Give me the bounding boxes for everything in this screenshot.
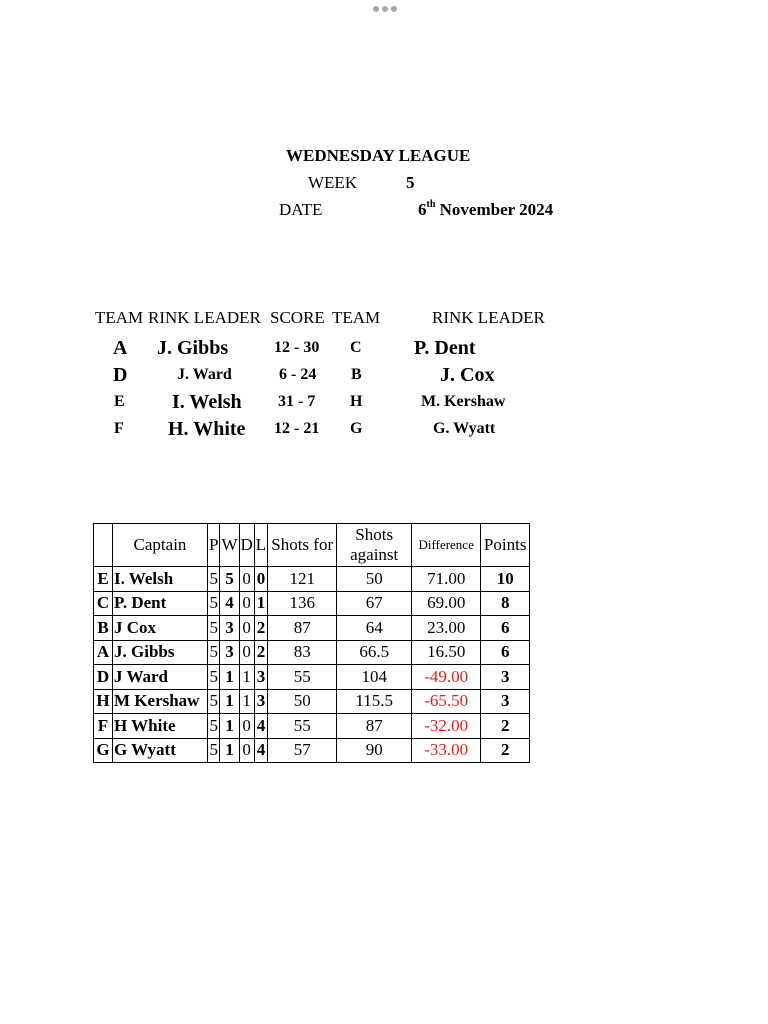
col-header-captain: Captain — [113, 524, 208, 567]
cell-team: E — [94, 567, 113, 592]
cell-shots-against: 50 — [337, 567, 412, 592]
dot — [382, 6, 388, 12]
cell-difference: -65.50 — [412, 689, 481, 714]
results-header-score: SCORE — [270, 308, 325, 327]
cell-won: 1 — [220, 665, 239, 690]
cell-team: C — [94, 591, 113, 616]
cell-drawn: 0 — [239, 567, 254, 592]
col-header-team — [94, 524, 113, 567]
cell-captain: H White — [113, 714, 208, 739]
col-header-drawn: D — [239, 524, 254, 567]
cell-difference: -49.00 — [412, 665, 481, 690]
col-header-shots-against: Shots against — [337, 524, 412, 567]
result-leader-2: P. Dent — [414, 337, 476, 359]
cell-lost: 4 — [254, 738, 267, 763]
cell-difference: 16.50 — [412, 640, 481, 665]
result-score: 12 - 21 — [274, 420, 320, 437]
cell-lost: 2 — [254, 640, 267, 665]
table-row — [94, 616, 530, 641]
result-team: A — [113, 337, 128, 359]
cell-shots-against: 66.5 — [337, 640, 412, 665]
cell-played: 5 — [208, 640, 220, 665]
col-header-played: P — [208, 524, 220, 567]
result-team-2: B — [351, 366, 362, 383]
col-header-won: W — [220, 524, 239, 567]
table-row — [94, 738, 530, 763]
cell-lost: 2 — [254, 616, 267, 641]
cell-drawn: 1 — [239, 665, 254, 690]
date-label: DATE — [279, 200, 323, 219]
cell-team: H — [94, 689, 113, 714]
result-leader-2: J. Cox — [440, 364, 495, 386]
cell-played: 5 — [208, 738, 220, 763]
cell-won: 5 — [220, 567, 239, 592]
cell-lost: 3 — [254, 689, 267, 714]
cell-lost: 3 — [254, 665, 267, 690]
cell-team: G — [94, 738, 113, 763]
cell-shots-against: 104 — [337, 665, 412, 690]
cell-team: B — [94, 616, 113, 641]
cell-shots-for: 50 — [268, 689, 337, 714]
cell-shots-against: 67 — [337, 591, 412, 616]
date-suffix: th — [426, 199, 436, 211]
cell-points: 6 — [481, 640, 530, 665]
cell-shots-against: 64 — [337, 616, 412, 641]
cell-won: 1 — [220, 714, 239, 739]
result-leader: H. White — [168, 418, 246, 440]
cell-played: 5 — [208, 567, 220, 592]
cell-shots-for: 55 — [268, 714, 337, 739]
cell-difference: -33.00 — [412, 738, 481, 763]
results-header-rink-leader-2: RINK LEADER — [432, 308, 545, 327]
result-team: F — [114, 420, 124, 437]
cell-played: 5 — [208, 616, 220, 641]
more-options-icon[interactable] — [373, 4, 397, 14]
cell-difference: 71.00 — [412, 567, 481, 592]
result-team: E — [114, 393, 125, 410]
cell-shots-for: 87 — [268, 616, 337, 641]
cell-points: 8 — [481, 591, 530, 616]
date-month-year: November 2024 — [435, 200, 554, 219]
cell-drawn: 0 — [239, 714, 254, 739]
week-value: 5 — [406, 173, 415, 192]
cell-shots-for: 121 — [268, 567, 337, 592]
cell-team: F — [94, 714, 113, 739]
cell-shots-against: 90 — [337, 738, 412, 763]
league-table — [93, 523, 530, 763]
result-leader: I. Welsh — [172, 391, 242, 413]
league-table-header-row — [94, 524, 530, 567]
table-row — [94, 665, 530, 690]
cell-captain: J Cox — [113, 616, 208, 641]
cell-shots-against: 115.5 — [337, 689, 412, 714]
result-score: 31 - 7 — [278, 393, 316, 410]
cell-captain: M Kershaw — [113, 689, 208, 714]
col-header-lost: L — [254, 524, 267, 567]
result-leader: J. Gibbs — [157, 337, 229, 359]
cell-points: 6 — [481, 616, 530, 641]
cell-team: D — [94, 665, 113, 690]
week-label: WEEK — [308, 173, 358, 192]
dot — [373, 6, 379, 12]
result-score: 6 - 24 — [279, 366, 317, 383]
cell-points: 3 — [481, 689, 530, 714]
cell-played: 5 — [208, 689, 220, 714]
cell-captain: J. Gibbs — [113, 640, 208, 665]
cell-drawn: 0 — [239, 640, 254, 665]
cell-difference: -32.00 — [412, 714, 481, 739]
result-leader-2: M. Kershaw — [421, 393, 506, 410]
cell-team: A — [94, 640, 113, 665]
cell-captain: J Ward — [113, 665, 208, 690]
cell-shots-against: 87 — [337, 714, 412, 739]
cell-points: 2 — [481, 714, 530, 739]
cell-drawn: 0 — [239, 616, 254, 641]
cell-won: 1 — [220, 738, 239, 763]
col-header-points: Points — [481, 524, 530, 567]
table-row — [94, 714, 530, 739]
result-team-2: G — [350, 420, 363, 437]
result-team-2: H — [350, 393, 363, 410]
cell-shots-for: 136 — [268, 591, 337, 616]
cell-lost: 0 — [254, 567, 267, 592]
cell-won: 4 — [220, 591, 239, 616]
results-header-team: TEAM — [95, 308, 144, 327]
cell-drawn: 0 — [239, 738, 254, 763]
result-score: 12 - 30 — [274, 339, 320, 356]
results-header-team-2: TEAM — [332, 308, 381, 327]
table-row — [94, 689, 530, 714]
cell-captain: I. Welsh — [113, 567, 208, 592]
cell-captain: G Wyatt — [113, 738, 208, 763]
result-leader-2: G. Wyatt — [433, 420, 496, 437]
cell-points: 10 — [481, 567, 530, 592]
dot — [391, 6, 397, 12]
col-header-difference: Difference — [412, 524, 481, 567]
table-row — [94, 567, 530, 592]
result-team: D — [113, 364, 128, 386]
page-title: WEDNESDAY LEAGUE — [286, 146, 471, 165]
cell-drawn: 1 — [239, 689, 254, 714]
cell-won: 1 — [220, 689, 239, 714]
cell-captain: P. Dent — [113, 591, 208, 616]
date-day: 6 — [418, 200, 427, 219]
cell-won: 3 — [220, 616, 239, 641]
result-team-2: C — [350, 339, 362, 356]
cell-played: 5 — [208, 591, 220, 616]
cell-difference: 23.00 — [412, 616, 481, 641]
cell-lost: 1 — [254, 591, 267, 616]
table-row — [94, 591, 530, 616]
cell-won: 3 — [220, 640, 239, 665]
col-header-shots-for: Shots for — [268, 524, 337, 567]
cell-played: 5 — [208, 665, 220, 690]
cell-difference: 69.00 — [412, 591, 481, 616]
cell-drawn: 0 — [239, 591, 254, 616]
cell-shots-for: 57 — [268, 738, 337, 763]
cell-shots-for: 55 — [268, 665, 337, 690]
table-row — [94, 640, 530, 665]
cell-played: 5 — [208, 714, 220, 739]
cell-points: 2 — [481, 738, 530, 763]
cell-shots-for: 83 — [268, 640, 337, 665]
date-value — [418, 200, 553, 220]
results-header-rink-leader: RINK LEADER — [148, 308, 261, 327]
cell-lost: 4 — [254, 714, 267, 739]
cell-points: 3 — [481, 665, 530, 690]
result-leader: J. Ward — [177, 366, 232, 383]
